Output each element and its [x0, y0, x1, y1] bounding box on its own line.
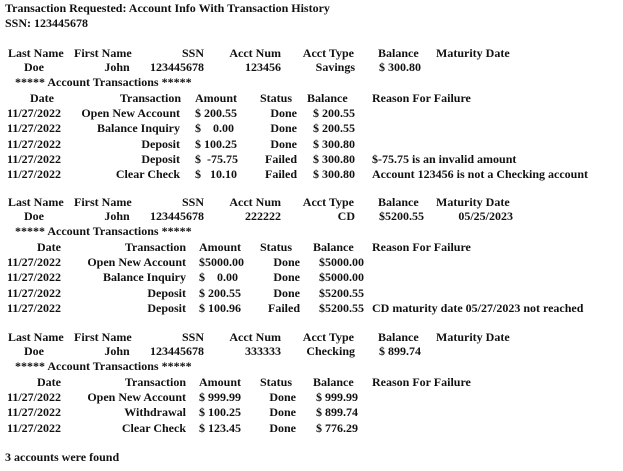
tx-date: 11/27/2022	[7, 300, 62, 315]
tx-status: Failed	[268, 300, 300, 315]
tx-amount: $ 0.00	[195, 121, 234, 136]
tx-header-amount: Amount	[199, 375, 242, 389]
account-number: 123456	[245, 60, 281, 74]
tx-status: Done	[270, 136, 297, 151]
account-number: 222222	[245, 209, 281, 223]
header-last-name: Last Name	[8, 46, 64, 60]
tx-status: Done	[269, 405, 296, 420]
tx-status: Done	[273, 270, 300, 285]
tx-balance: $ 999.99	[316, 390, 358, 404]
tx-header-balance: Balance	[313, 240, 354, 254]
tx-header-status: Status	[260, 91, 293, 105]
tx-type: Open New Account	[81, 106, 180, 120]
tx-status: Failed	[265, 151, 297, 166]
tx-header-balance: Balance	[307, 91, 348, 105]
tx-status: Done	[269, 420, 296, 435]
header-acct-type: Acct Type	[302, 330, 354, 344]
header-maturity-date: Maturity Date	[436, 195, 510, 209]
header-maturity-date: Maturity Date	[436, 46, 510, 60]
tx-balance: $ 200.55	[313, 121, 355, 136]
tx-balance: $ 300.80	[313, 151, 355, 166]
transactions-banner: ***** Account Transactions *****	[15, 75, 192, 89]
header-ssn: SSN	[181, 195, 204, 209]
tx-header-transaction: Transaction	[124, 375, 186, 389]
account-type: CD	[337, 209, 355, 223]
tx-amount: $ 0.00	[199, 270, 238, 285]
tx-header-reason: Reason For Failure	[372, 240, 471, 254]
header-ssn: SSN	[181, 46, 204, 60]
tx-amount: $ 200.55	[195, 106, 237, 120]
tx-date: 11/27/2022	[7, 255, 62, 269]
tx-status: Done	[270, 121, 297, 136]
tx-date: 11/27/2022	[7, 121, 62, 136]
account-ssn: 123445678	[150, 60, 204, 74]
tx-amount: $5000.00	[199, 255, 244, 269]
tx-balance: $5200.55	[319, 300, 364, 315]
tx-type: Balance Inquiry	[96, 121, 180, 136]
header-maturity-date: Maturity Date	[436, 330, 510, 344]
tx-balance: $ 300.80	[313, 136, 355, 151]
tx-balance: $ 200.55	[313, 106, 355, 120]
account-first-name: John	[104, 344, 130, 358]
account-ssn: 123445678	[150, 344, 204, 358]
account-type: Checking	[306, 344, 355, 358]
account-first-name: John	[104, 209, 130, 223]
tx-header-amount: Amount	[199, 240, 242, 254]
tx-header-transaction: Transaction	[119, 91, 181, 105]
transactions-banner: ***** Account Transactions *****	[15, 359, 192, 373]
tx-date: 11/27/2022	[7, 285, 62, 300]
tx-balance: $5000.00	[319, 270, 364, 285]
tx-failure-reason: CD maturity date 05/27/2023 not reached	[372, 300, 584, 315]
tx-type: Deposit	[141, 136, 180, 151]
tx-status: Done	[270, 106, 297, 120]
report-title: Transaction Requested: Account Info With Transaction History	[5, 1, 330, 15]
account-balance: $ 899.74	[379, 344, 421, 358]
tx-header-status: Status	[260, 240, 293, 254]
tx-amount: $ -75.75	[195, 151, 238, 166]
tx-header-amount: Amount	[195, 91, 238, 105]
tx-header-reason: Reason For Failure	[372, 375, 471, 389]
header-acct-type: Acct Type	[302, 195, 354, 209]
tx-status: Done	[273, 285, 300, 300]
account-last-name: Doe	[24, 60, 44, 74]
tx-type: Withdrawal	[124, 405, 186, 420]
account-first-name: John	[104, 60, 130, 74]
tx-balance: $ 300.80	[313, 167, 355, 182]
tx-balance: $ 899.74	[316, 405, 358, 420]
tx-amount: $ 10.10	[195, 167, 237, 182]
account-last-name: Doe	[24, 209, 44, 223]
account-balance: $ 300.80	[379, 60, 421, 74]
tx-status: Failed	[265, 167, 297, 182]
tx-balance: $5200.55	[319, 285, 364, 300]
tx-date: 11/27/2022	[7, 151, 62, 166]
transactions-banner: ***** Account Transactions *****	[15, 224, 192, 238]
tx-type: Deposit	[147, 300, 186, 315]
account-ssn: 123445678	[150, 209, 204, 223]
account-type: Savings	[315, 60, 355, 74]
tx-header-date: Date	[30, 91, 54, 105]
header-first-name: First Name	[74, 46, 132, 60]
tx-balance: $ 776.29	[316, 420, 358, 435]
tx-amount: $ 200.55	[199, 285, 241, 300]
header-acct-num: Acct Num	[229, 195, 281, 209]
tx-failure-reason: Account 123456 is not a Checking account	[372, 167, 589, 182]
tx-date: 11/27/2022	[7, 420, 62, 435]
account-last-name: Doe	[24, 344, 44, 358]
tx-type: Clear Check	[121, 420, 186, 435]
tx-amount: $ 100.96	[199, 300, 241, 315]
tx-status: Done	[273, 255, 300, 269]
tx-date: 11/27/2022	[7, 106, 62, 120]
tx-date: 11/27/2022	[7, 136, 62, 151]
header-first-name: First Name	[74, 195, 132, 209]
tx-header-status: Status	[260, 375, 293, 389]
header-acct-type: Acct Type	[302, 46, 354, 60]
footer-summary: 3 accounts were found	[5, 450, 120, 464]
tx-amount: $ 100.25	[199, 405, 241, 420]
tx-type: Deposit	[141, 151, 180, 166]
tx-header-date: Date	[37, 240, 61, 254]
tx-date: 11/27/2022	[7, 167, 62, 182]
header-balance: Balance	[378, 195, 419, 209]
account-number: 333333	[245, 344, 281, 358]
header-balance: Balance	[378, 46, 419, 60]
tx-type: Open New Account	[87, 390, 186, 404]
tx-header-balance: Balance	[313, 375, 354, 389]
header-acct-num: Acct Num	[229, 330, 281, 344]
tx-date: 11/27/2022	[7, 270, 62, 285]
tx-amount: $ 123.45	[199, 420, 241, 435]
tx-balance: $5000.00	[319, 255, 364, 269]
tx-header-reason: Reason For Failure	[372, 91, 471, 105]
tx-type: Balance Inquiry	[102, 270, 186, 285]
tx-status: Done	[269, 390, 296, 404]
tx-type: Deposit	[147, 285, 186, 300]
tx-type: Clear Check	[115, 167, 180, 182]
tx-header-date: Date	[37, 375, 61, 389]
tx-amount: $ 100.25	[195, 136, 237, 151]
ssn-line: SSN: 123445678	[5, 16, 89, 30]
header-acct-num: Acct Num	[229, 46, 281, 60]
account-balance: $5200.55	[379, 209, 424, 223]
tx-type: Open New Account	[87, 255, 186, 269]
account-maturity-date: 05/25/2023	[458, 209, 513, 223]
header-ssn: SSN	[181, 330, 204, 344]
header-last-name: Last Name	[8, 330, 64, 344]
tx-header-transaction: Transaction	[124, 240, 186, 254]
tx-amount: $ 999.99	[199, 390, 241, 404]
tx-failure-reason: $-75.75 is an invalid amount	[372, 151, 517, 166]
header-balance: Balance	[378, 330, 419, 344]
tx-date: 11/27/2022	[7, 405, 62, 420]
header-last-name: Last Name	[8, 195, 64, 209]
tx-date: 11/27/2022	[7, 390, 62, 404]
header-first-name: First Name	[74, 330, 132, 344]
